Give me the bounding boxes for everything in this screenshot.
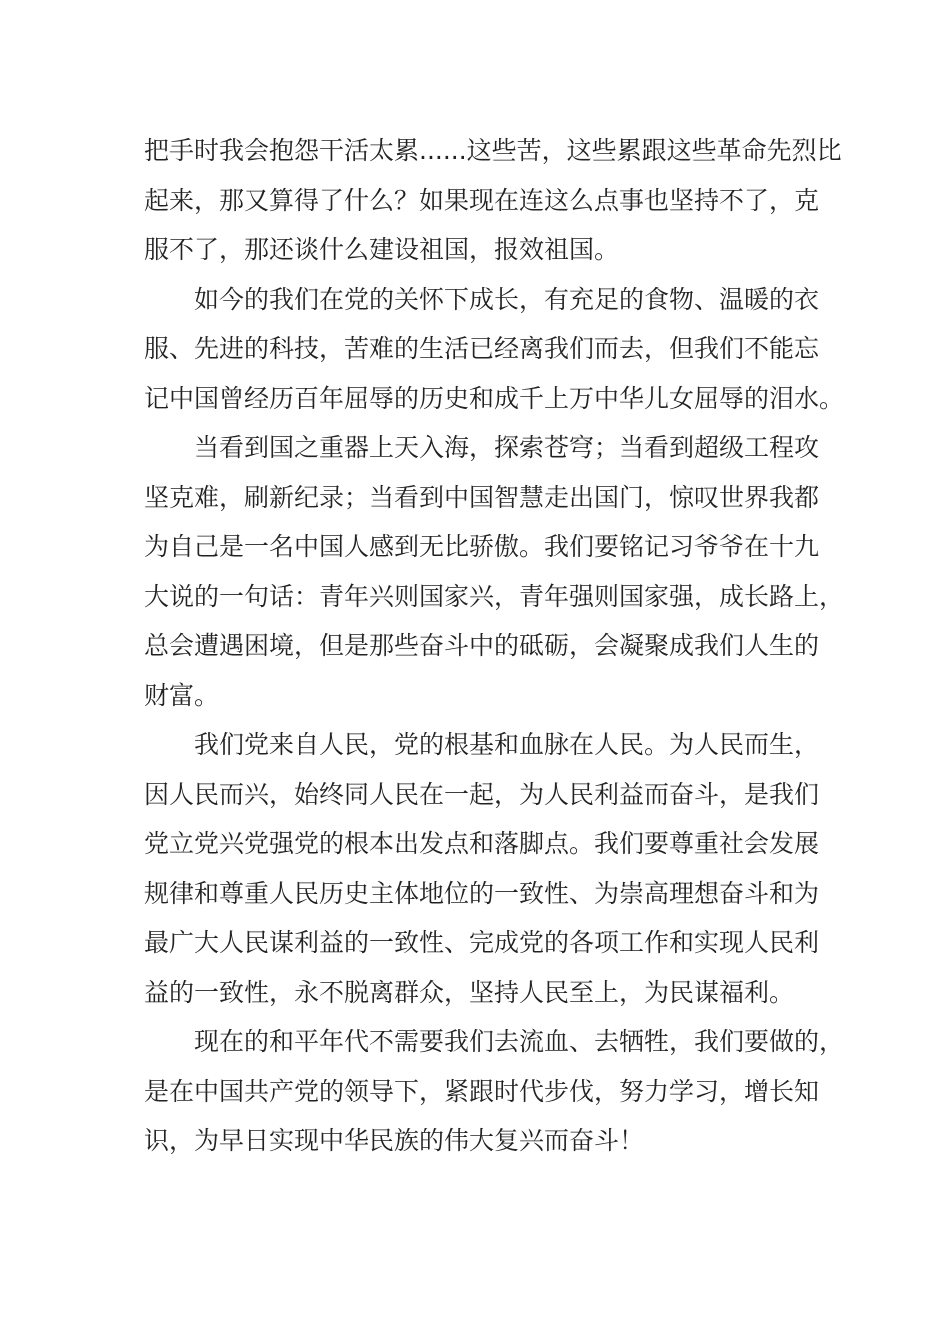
paragraph-5 [144,1017,845,1166]
text-line: 当看到国之重器上天入海，探索苍穹；当看到超级工程攻 [194,433,820,462]
text-line: 记中国曾经历百年屈辱的历史和成千上万中华儿女屈辱的泪水。 [144,383,845,413]
text-line: 大说的一句话：青年兴则国家兴，青年强则国家强，成长路上， [144,581,845,611]
text-line: 规律和尊重人民历史主体地位的一致性、为崇高理想奋斗和为 [144,878,820,908]
text-line: 益的一致性，永不脱离群众，坚持人民至上，为民谋福利。 [144,977,795,1007]
text-line: 现在的和平年代不需要我们去流血、去牺牲，我们要做的， [194,1027,845,1056]
document-body [144,126,845,1166]
text-line: 把手时我会抱怨干活太累......这些苦，这些累跟这些革命先烈比 [144,136,842,165]
text-line: 财富。 [144,680,220,710]
text-line: 识，为早日实现中华民族的伟大复兴而奋斗！ [144,1126,645,1155]
paragraph-3 [144,423,845,720]
text-line: 我们党来自人民，党的根基和血脉在人民。为人民而生， [194,730,820,759]
text-line: 如今的我们在党的关怀下成长，有充足的食物、温暖的衣 [194,284,820,314]
text-line: 因人民而兴，始终同人民在一起，为人民利益而奋斗，是我们 [144,779,820,809]
paragraph-1 [144,126,842,275]
text-line: 总会遭遇困境，但是那些奋斗中的砥砺，会凝聚成我们人生的 [144,631,820,660]
text-line: 党立党兴党强党的根本出发点和落脚点。我们要尊重社会发展 [144,829,820,858]
paragraph-2 [144,275,845,424]
text-line: 为自己是一名中国人感到无比骄傲。我们要铭记习爷爷在十九 [144,532,820,561]
text-line: 是在中国共产党的领导下，紧跟时代步伐，努力学习，增长知 [144,1076,820,1106]
text-line: 最广大人民谋利益的一致性、完成党的各项工作和实现人民利 [144,928,820,957]
text-line: 起来，那又算得了什么？如果现在连这么点事也坚持不了，克 [144,185,820,215]
paragraph-4 [144,720,820,1017]
text-line: 服不了，那还谈什么建设祖国，报效祖国。 [144,235,620,264]
text-line: 坚克难，刷新纪录；当看到中国智慧走出国门，惊叹世界我都 [144,482,820,512]
text-line: 服、先进的科技，苦难的生活已经离我们而去，但我们不能忘 [144,334,820,363]
